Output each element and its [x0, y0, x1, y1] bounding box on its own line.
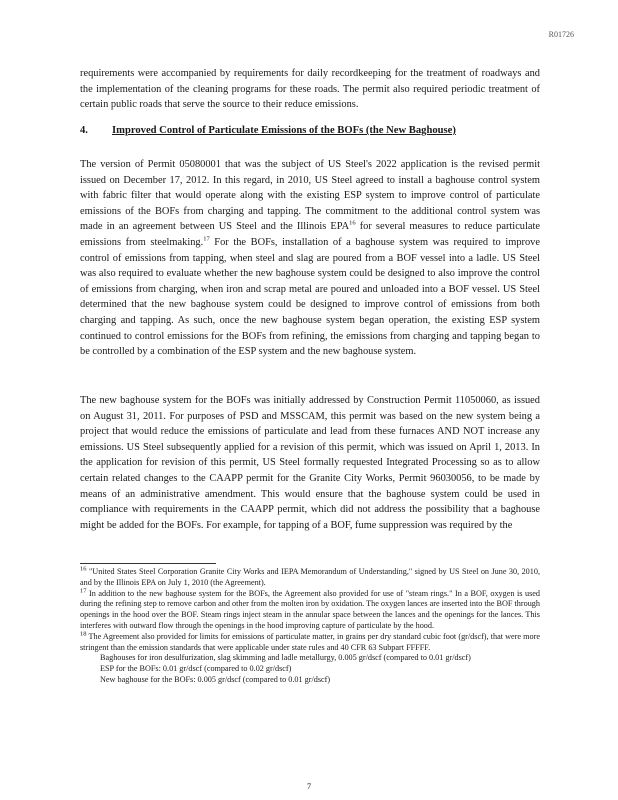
list-item: Baghouses for iron desulfurization, slag skimming and ladle metallurgy, 0.005 gr/dscf (compared to 0.01 gr/dscf) [100, 653, 471, 663]
page-id: R01726 [548, 30, 574, 39]
footnote-18 [80, 632, 540, 654]
footnote-divider [80, 563, 216, 564]
footnote-mark: 16 [80, 565, 87, 573]
footnote-text: The Agreement also provided for limits for emissions of particulate matter, in grains per dry standard cubic foot (gr/dscf), that were more stringent than the emission standards that were applicable under state rules and 40 CFR 63 Subpart FFFFF. [80, 631, 540, 652]
paragraph-new-baghouse: The new baghouse system for the BOFs was initially addressed by Construction Permit 11050060, as issued on August 31, 2011. For purposes of PSD and MSSCAM, this permit was based on the new system being a project that would reduce the emissions of particulate and lead from these furnaces AND NOT increase any emissions. US Steel subsequently applied for a revision of this permit, which was issued on April 1, 2013. In the application for revision of this permit, US Steel formally requested Integrated Processing so as to allow certain related changes to the CAAPP permit for the Granite City Works, Permit 96030056, to be made by means of an administrative amendment. This would ensure that the baghouse system could be used in compliance with requirements in the CAAPP permit, which did not address the possibility that a baghouse might be added for the BOFs. For example, for tapping of a BOF, fume suppression was required by the [80, 395, 540, 531]
section-number: 4. [80, 125, 88, 136]
footnote-ref-16[interactable]: 16 [349, 219, 356, 227]
paragraph-roadways: requirements were accompanied by requirements for daily recordkeeping for the treatment of roadways and the implementation of the cleaning programs for these roads. The permit also required periodic treatment of certain public roads that serve the source to their reduce emissions. [80, 68, 540, 111]
section-title: Improved Control of Particulate Emissions of the BOFs (the New Baghouse) [112, 125, 456, 136]
footnote-ref-17[interactable]: 17 [203, 235, 210, 243]
paragraph-text: The version of Permit 05080001 that was the subject of US Steel's 2022 application is the revised permit issued on December 17, 2012. In this regard, in 2010, US Steel agreed to install a baghouse control system with fabric filter that would operate along with the existing ESP system to improve control of particulate emissions of the BOFs from charging and tapping. The commitment to the additional control system was made in an agreement between US Steel and the Illinois EPA [80, 159, 540, 233]
list-item: ESP for the BOFs: 0.01 gr/dscf (compared to 0.02 gr/dscf) [100, 664, 292, 674]
footnote-16 [80, 567, 540, 589]
footnote-text: "United States Steel Corporation Granite City Works and IEPA Memorandum of Understanding," signed by US Steel on June 30, 2010, and by the Illinois EPA on July 1, 2010 (the Agreement). [80, 567, 540, 587]
section-heading [80, 125, 540, 136]
paragraph-text: For the BOFs, installation of a baghouse system was required to improve control of emissions from tapping, when steel and slag are poured from a BOF vessel into a ladle. US Steel was also required to evaluate whether the new baghouse system could be designed to also improve the control of emissions from charging, when iron and scrap metal are poured and unloaded into a BOF vessel. US Steel determined that the new baghouse system could be designed to improve control of emissions from both charging and tapping. As such, once the new baghouse system began operation, the existing ESP system continued to control emissions for the BOFs from refining, the emissions from charging and tapping began to be controlled by a combination of the ESP system and the new baghouse system. [80, 236, 540, 358]
paragraph-text: for several measures to reduce particulate emissions from steelmaking. [80, 221, 540, 248]
footnotes [80, 567, 540, 686]
footnote-mark: 17 [80, 586, 87, 594]
footnote-17 [80, 586, 540, 632]
paragraph-permit-revision [80, 157, 540, 360]
footnote-18-list [80, 653, 540, 685]
page-number: 7 [306, 781, 312, 791]
footnote-text: In addition to the new baghouse system for the BOFs, the Agreement also provided for use of "steam rings." In a BOF, oxygen is used during the refining step to remove carbon and other from the molten iron by oxidation. The oxygen lances are inserted into the BOF through openings in the hood over the BOF. Steam rings inject steam in the annular space between the lances and the openings for the lances. This interferes with outward flow through the openings in the hood improving capture of particulate by the hood. [80, 588, 540, 630]
footnote-mark: 18 [80, 630, 87, 638]
list-item: New baghouse for the BOFs: 0.005 gr/dscf (compared to 0.01 gr/dscf) [100, 674, 331, 684]
